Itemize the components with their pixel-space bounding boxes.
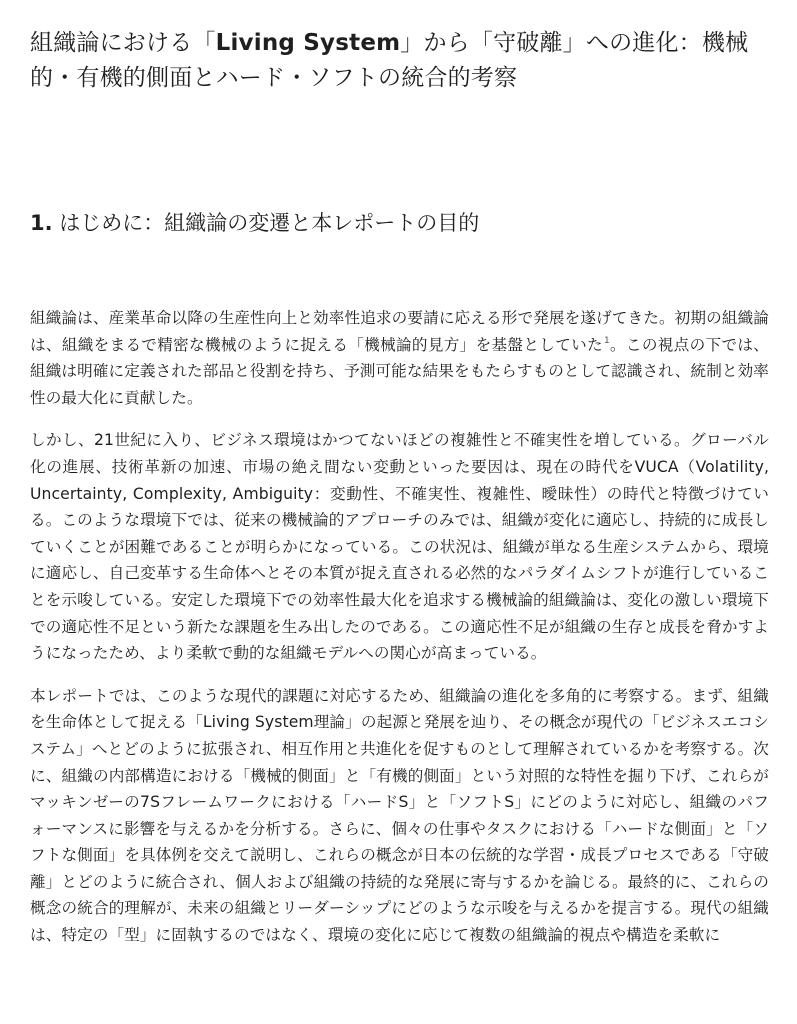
- paragraph-3: 本レポートでは、このような現代的課題に対応するため、組織論の進化を多角的に考察する。まず、組織を生命体として捉える「Living System理論」の起源と発展を辿り、その概念が現代の「ビジネスエコシステム」へとどのように拡張され、相互作用と共進化を促すものとして理解されているかを考察する。次に、組織の内部構造における「機械的側面」と「有機的側面」という対照的な特性を掘り下げ、これらがマッキンゼーの7Sフレームワークにおける「ハードS」と「ソフトS」にどのように対応し、組織のパフォーマンスに影響を与えるかを分析する。さらに、個々の仕事やタスクにおける「ハードな側面」と「ソフトな側面」を具体例を交えて説明し、これらの概念が日本の伝統的な学習・成長プロセスである「守破離」とどのように統合され、個人および組織の持続的な発展に寄与するかを論じる。最終的に、これらの概念の統合的理解が、未来の組織とリーダーシップにどのような示唆を与えるかを提言する。現代の組織は、特定の「型」に固執するのではなく、環境の変化に応じて複数の組織論的視点や構造を柔軟に: [30, 686, 769, 945]
- paragraph-1: [30, 305, 769, 411]
- section-number: 1.: [30, 211, 53, 235]
- paragraph-2: しかし、21世紀に入り、ビジネス環境はかつてないほどの複雑性と不確実性を増している。グローバル化の進展、技術革新の加速、市場の絶え間ない変動といった要因は、現在の時代をVUCA（Volatility, Uncertainty, Complexity, Ambiguity：変動性、不確実性、複雑性、曖昧性）の時代と特徴づけている。このような環境下では、従来の機械論的アプローチのみでは、組織が変化に適応し、持続的に成長していくことが困難であることが明らかになっている。この状況は、組織が単なる生産システムから、環境に適応し、自己変革する生命体へとその本質が捉え直される必然的なパラダイムシフトが進行していることを示唆している。安定した環境下での効率性最大化を追求する機械論的組織論は、変化の激しい環境下での適応性不足という新たな課題を生み出したのである。この適応性不足が組織の生存と成長を脅かすようになったため、より柔軟で動的な組織モデルへの関心が高まっている。: [30, 431, 769, 663]
- footnote-marker[interactable]: 1: [603, 336, 610, 347]
- title-text-prefix: 組織論における「: [30, 30, 216, 56]
- document-title: [30, 26, 767, 96]
- section-heading-text: はじめに：組織論の変遷と本レポートの目的: [52, 211, 480, 235]
- body-text: [30, 305, 769, 965]
- paragraph-1-text-before: 組織論は、産業革命以降の生産性向上と効率性追求の要請に応える形で発展を遂げてきた。初期の組織論は、組織をまるで精密な機械のように捉える「機械論的見方」を基盤としていた: [30, 309, 769, 354]
- title-text-bold: Living System: [215, 30, 401, 56]
- paragraph-1-text-after: 。この視点の下では、組織は明確に定義された部品と役割を持ち、予測可能な結果をもたらすものとして認識され、統制と効率性の最大化に貢献した。: [30, 335, 769, 407]
- title-text-suffix: 」から「守破離」への進化：機械的・有機的側面とハード・ソフトの統合的考察: [30, 30, 749, 91]
- section-heading: [30, 206, 479, 240]
